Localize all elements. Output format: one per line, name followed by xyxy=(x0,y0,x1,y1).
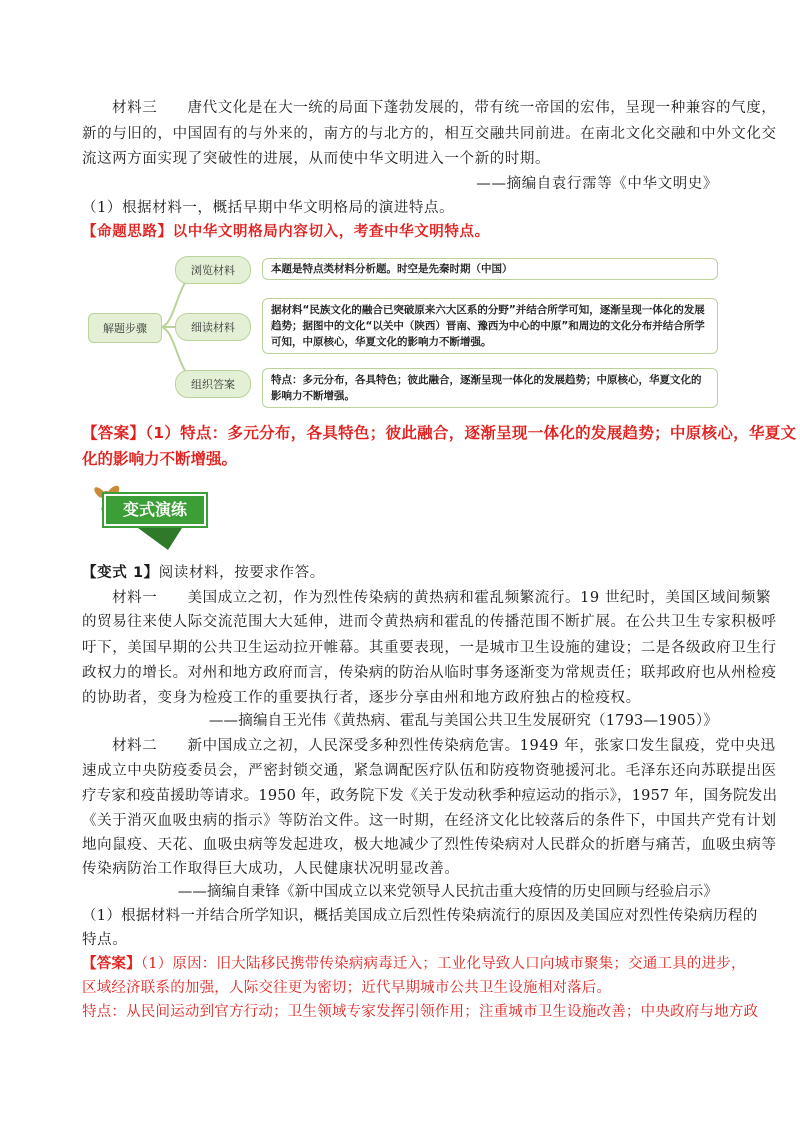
answer-1-line2: 化的影响力不断增强。 xyxy=(82,450,238,468)
m1-line: 的协助者，变身为检疫工作的重要执行者，逐步分享由州和地方政府独占的检疫权。 xyxy=(82,690,641,706)
m2-line: 《关于消灭血吸虫病的指示》等防治文件。这一时期，在经济文化比较落后的条件下，中国共产党有计划 xyxy=(82,813,777,829)
m2-source: ——摘编自秉锋《新中国成立以来党领导人民抗击重大疫情的历史回顾与经验启示》 xyxy=(177,884,718,900)
step-text-line: 趋势；据图中的文化“以关中（陕西）晋南、豫西为中心的中原”和周边的文化分布并结合所学 xyxy=(271,320,705,332)
question-1: （1）根据材料一，概括早期中华文明格局的演进特点。 xyxy=(82,200,455,216)
material3-line2: 新的与旧的，中国固有的与外来的，南方的与北方的，相互交融共同前进。在南北文化交融和中外文化交 xyxy=(82,126,777,142)
material3-line3: 流这两方面实现了突破性的进展，从而使中华文明进入一个新的时期。 xyxy=(82,151,551,167)
step-tab-answer xyxy=(175,370,251,398)
steps-root: 解题步骤 xyxy=(88,313,162,343)
m1-line: 吁下，美国早期的公共卫生运动拉开帷幕。其重要表现，一是城市卫生设施的建设；二是各级政府卫生行 xyxy=(82,640,777,656)
m2-line: 速成立中央防疫委员会，严密封锁交通，紧急调配医疗队伍和防疫物资驰援河北。毛泽东还向苏联提出医 xyxy=(82,763,777,779)
answer-1-line1: 【答案】（1）特点：多元分布，各具特色；彼此融合，逐渐呈现一体化的发展趋势；中原核心，华夏文 xyxy=(82,424,797,442)
variant-q1-line2: 特点。 xyxy=(82,932,128,948)
step-box-answer xyxy=(262,368,718,408)
material3-line1: 材料三 唐代文化是在大一统的局面下蓬勃发展的，带有统一帝国的宏伟，呈现一种兼容的气度， xyxy=(112,100,777,116)
step-box-read xyxy=(262,298,718,354)
step-tab-label: 细读材料 xyxy=(191,321,235,334)
step-text-line: 特点：多元分布，各具特色；彼此融合，逐渐呈现一体化的发展趋势；中原核心，华夏文化的 xyxy=(271,374,702,386)
variant-instruction: 阅读材料，按要求作答。 xyxy=(158,565,325,581)
variant-answer-line3: 特点：从民间运动到官方行动；卫生领域专家发挥引领作用；注重城市卫生设施改善；中央政府与地方政 xyxy=(82,1004,759,1020)
variant-heading xyxy=(82,561,325,585)
material3-source: ——摘编自袁行霈等《中华文明史》 xyxy=(476,176,718,192)
banner-tail xyxy=(138,528,182,550)
m1-line: 材料一 美国成立之初，作为烈性传染病的黄热病和霍乱频繁流行。19 世纪时，美国区域间频繁 xyxy=(112,590,772,606)
step-box-browse xyxy=(262,258,718,280)
m1-source: ——摘编自王光伟《黄热病、霍乱与美国公共卫生发展研究（1793—1905）》 xyxy=(208,713,718,729)
thinking-label: 【命题思路】 xyxy=(82,224,173,240)
step-text-line: 影响力不断增强。 xyxy=(271,390,355,402)
variant-answer-text: （1）原因：旧大陆移民携带传染病病毒迁入；工业化导致人口向城市聚集；交通工具的进步， xyxy=(140,956,746,972)
variant-answer-label: 【答案】 xyxy=(82,956,141,972)
m2-line: 疗专家和疫苗援助等请求。1950 年，政务院下发《关于发动秋季种痘运动的指示》，1957 年，国务院发出 xyxy=(82,788,778,804)
m2-line: 传染病防治工作取得巨大成功，人民健康状况明显改善。 xyxy=(82,861,460,877)
step-text-line: 据材料“民族文化的融合已突破原来六大区系的分野”并结合所学可知，逐渐呈现一体化的发展 xyxy=(271,304,705,316)
variant-answer-line1 xyxy=(82,952,746,976)
step-text-line: 可知，中原核心，华夏文化的影响力不断增强。 xyxy=(271,336,492,348)
thinking-line xyxy=(82,220,490,244)
step-tab-label: 组织答案 xyxy=(191,378,235,391)
thinking-text: 以中华文明格局内容切入，考查中华文明特点。 xyxy=(172,224,490,240)
banner-title: 变式演练 xyxy=(122,500,187,519)
step-tab-browse xyxy=(175,256,251,284)
step-tab-label: 浏览材料 xyxy=(191,264,235,277)
variant-answer-line2: 区域经济联系的加强，人际交往更为密切；近代早期城市公共卫生设施相对落后。 xyxy=(82,980,612,996)
m1-line: 政权力的增长。对州和地方政府而言，传染病的防治从临时事务逐渐变为常规责任；联邦政府也从州检疫 xyxy=(82,665,777,681)
section-banner xyxy=(104,494,206,526)
variant-label: 【变式 1】 xyxy=(82,565,159,581)
m2-line: 地向鼠疫、天花、血吸虫病等发起进攻，极大地减少了烈性传染病对人民群众的折磨与痛苦，血吸虫病等 xyxy=(82,837,777,853)
step-text: 本题是特点类材料分析题。时空是先秦时期（中国） xyxy=(271,263,513,275)
m1-line: 的贸易往来使人际交流范围大大延伸，进而令黄热病和霍乱的传播范围不断扩展。在公共卫生专家积极呼 xyxy=(82,614,777,630)
variant-q1-line1: （1）根据材料一并结合所学知识，概括美国成立后烈性传染病流行的原因及美国应对烈性传染病历程的 xyxy=(82,908,758,924)
m2-line: 材料二 新中国成立之初，人民深受多种烈性传染病危害。1949 年，张家口发生鼠疫，党中央迅 xyxy=(112,738,776,754)
step-tab-read xyxy=(175,313,251,341)
